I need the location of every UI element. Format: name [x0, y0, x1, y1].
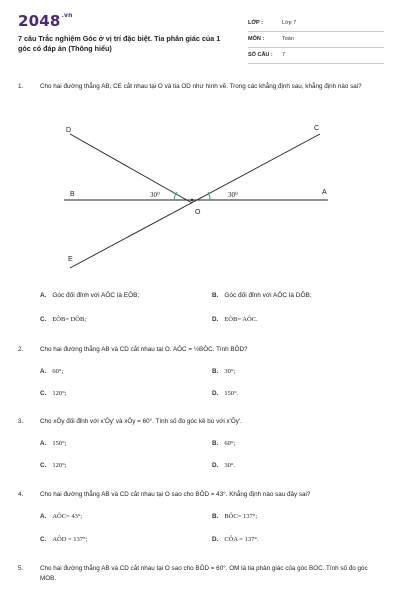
q4-option-c[interactable]: C. AÔD = 137°;	[40, 536, 88, 543]
meta-row-class	[248, 16, 384, 32]
question-number: 4.	[18, 491, 24, 498]
q3-option-b[interactable]: B. 60°;	[212, 440, 236, 447]
question-text: Cho hai đường thẳng AB và CD cắt nhau tại O. AÔC = ½BÔC. Tính BÔD?	[40, 346, 248, 353]
q1-option-c[interactable]: C. EÔB= DÔB;	[40, 316, 87, 323]
question-text: Cho hai đường thẳng AB và CD cắt nhau tại O sao cho BÔD = 60°. OM là tia phân giác của góc BOC. Tính số đo góc MOB.	[40, 565, 368, 582]
angle-label-left: 30⁰	[150, 191, 160, 199]
meta-value: Toán	[282, 36, 294, 42]
line-ce	[70, 134, 320, 268]
q2-option-c[interactable]: C. 120°;	[40, 390, 67, 397]
q4-option-b[interactable]: B. BÔC= 137°;	[212, 513, 258, 520]
question-text: Cho hai đường thẳng AB, CE cắt nhau tại O và tia OD như hình vẽ. Trong các khẳng định sau, khẳng định nào sai?	[40, 83, 362, 90]
q3-option-d[interactable]: D. 30°.	[212, 462, 236, 469]
label-a: A	[322, 189, 327, 196]
q4-option-d[interactable]: D. CÔA = 137°.	[212, 536, 259, 543]
meta-key: SỐ CÂU :	[248, 52, 273, 58]
point-o	[191, 199, 194, 202]
label-b: B	[70, 191, 75, 198]
question-text: Cho hai đường thẳng AB và CD cắt nhau tại O sao cho BÔD = 43°. Khẳng định nào sau đây sai?	[40, 491, 311, 498]
header	[18, 12, 384, 60]
label-d: D	[66, 127, 72, 134]
q3-option-c[interactable]: C. 120°;	[40, 462, 67, 469]
q2-option-d[interactable]: D. 150°.	[212, 390, 239, 397]
angle-figure	[56, 120, 356, 272]
q1-option-d[interactable]: D. EÔB= AÔC.	[212, 316, 258, 323]
label-c: C	[314, 125, 320, 132]
question-number: 3.	[18, 418, 24, 425]
q2-option-a[interactable]: A. 60°;	[40, 368, 64, 375]
document-title: 7 câu Trắc nghiệm Góc ở vị trí đặc biệt. Tia phân giác của 1 góc có đáp án (Thông hiểu)	[18, 34, 221, 53]
question-number: 5.	[18, 565, 24, 572]
site-logo[interactable]: $2048^{.vn}$	[18, 12, 73, 30]
q2-option-b[interactable]: B. 30°;	[212, 368, 236, 375]
question-text: Cho xÔy đối đỉnh với x'Ôy' và xÔy = 60°. Tính số đo góc kề bù với x'Ôy'.	[40, 418, 242, 425]
question-number: 2.	[18, 346, 24, 353]
angle-label-right: 30⁰	[228, 191, 238, 199]
q1-option-a[interactable]: A. Góc đối đỉnh với AÔC là EÔB;	[40, 292, 140, 299]
q1-option-b[interactable]: B. Góc đối đỉnh với AÔC là DÔB;	[212, 292, 312, 299]
meta-box	[248, 16, 384, 64]
q4-option-a[interactable]: A. AÔC= 43°;	[40, 513, 83, 520]
meta-value: 7	[282, 52, 286, 58]
meta-key: MÔN :	[248, 36, 265, 42]
label-o: O	[195, 209, 201, 216]
question-number: 1.	[18, 83, 24, 90]
meta-key: LỚP :	[248, 20, 263, 26]
meta-row-count	[248, 48, 384, 64]
q3-option-a[interactable]: A. 150°;	[40, 440, 67, 447]
meta-row-subject	[248, 32, 384, 48]
ray-od	[70, 134, 192, 203]
meta-value: Lớp 7	[282, 20, 297, 26]
label-e: E	[68, 256, 73, 263]
